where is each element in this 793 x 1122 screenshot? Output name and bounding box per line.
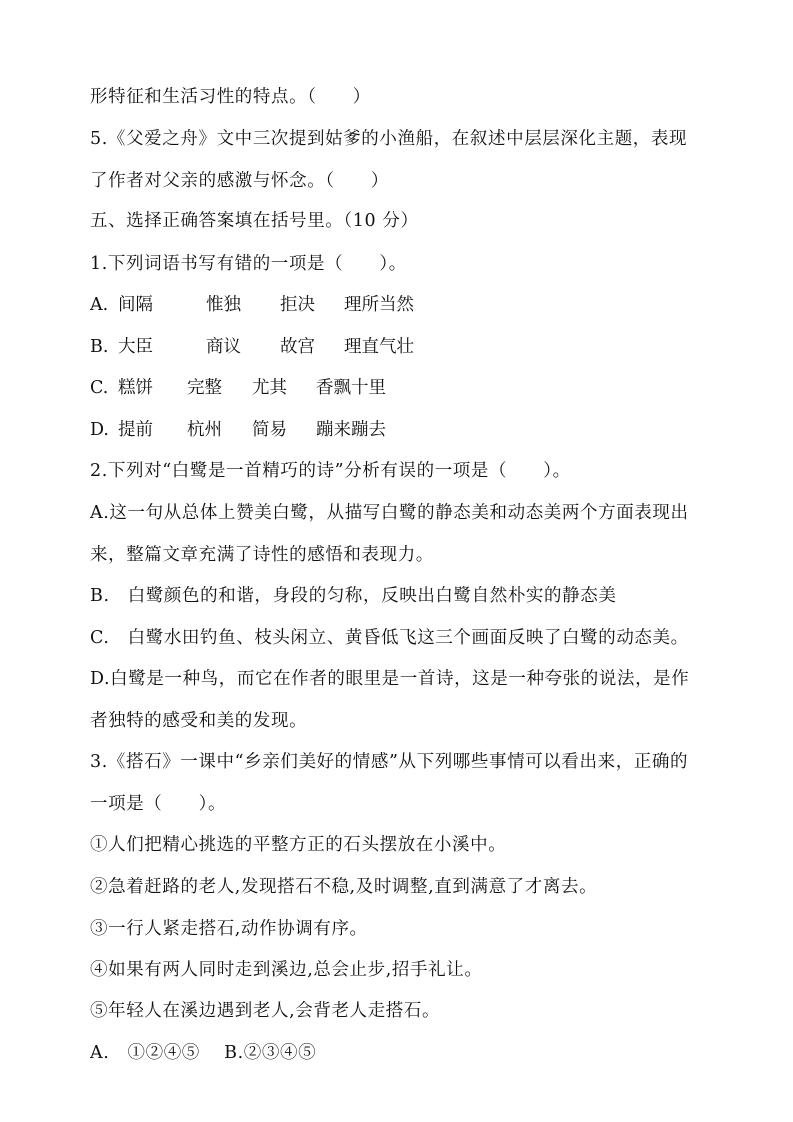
q2-option-a-line-2: 来，整篇文章充满了诗性的感悟和表现力。	[90, 545, 434, 565]
option-label: D.	[90, 420, 109, 440]
q2-option-c: C. 白鹭水田钓鱼、枝头闲立、黄昏低飞这三个画面反映了白鹭的动态美。	[90, 628, 689, 648]
option-word: 简易	[252, 420, 287, 440]
option-word: 间隔	[118, 295, 153, 315]
question-5-2-stem: 2.下列对“白鹭是一首精巧的诗”分析有误的一项是（ ）。	[90, 461, 571, 481]
option-word: 蹦来蹦去	[316, 420, 386, 440]
option-word: 故宫	[280, 337, 315, 357]
question-5-3-stem-line-2: 一项是（ ）。	[90, 794, 227, 814]
option-word: 商议	[206, 337, 241, 357]
option-label: A.	[90, 295, 109, 315]
option-word: 尤其	[252, 378, 287, 398]
option-word: 杭州	[187, 420, 222, 440]
option-word: 拒决	[280, 295, 315, 315]
option-word: 香飘十里	[316, 378, 386, 398]
q3-item-3: ③一行人紧走搭石,动作协调有序。	[90, 919, 368, 939]
question-4-5-line-1: 5.《父爱之舟》文中三次提到姑爹的小渔船，在叙述中层层深化主题，表现	[90, 129, 688, 149]
section-5-heading: 五、选择正确答案填在括号里。（10 分）	[90, 211, 419, 231]
q3-item-1: ①人们把精心挑选的平整方正的石头摆放在小溪中。	[90, 835, 507, 855]
option-word: 大臣	[118, 337, 153, 357]
q3-item-2: ②急着赶路的老人,发现搭石不稳,及时调整,直到满意了才离去。	[90, 877, 598, 897]
question-5-3-stem-line-1: 3.《搭石》一课中“乡亲们美好的情感”从下列哪些事情可以看出来，正确的	[90, 752, 689, 772]
option-word: 惟独	[206, 295, 241, 315]
option-word: 提前	[118, 420, 153, 440]
option-word: 理直气壮	[344, 337, 414, 357]
q3-answer-options: A. ①②④⑤ B.②③④⑤	[90, 1043, 317, 1063]
option-label: C.	[90, 378, 109, 398]
q2-option-d-line-2: 者独特的感受和美的发现。	[90, 711, 308, 731]
option-word: 完整	[187, 378, 222, 398]
text-line-1: 形特征和生活习性的特点。（ ）	[90, 87, 371, 107]
question-4-5-line-2: 了作者对父亲的感激与怀念。（ ）	[90, 171, 389, 191]
q3-item-5: ⑤年轻人在溪边遇到老人,会背老人走搭石。	[90, 1001, 441, 1021]
q2-option-b: B. 白鹭颜色的和谐，身段的匀称，反映出白鹭自然朴实的静态美	[90, 586, 617, 606]
option-word: 理所当然	[344, 295, 414, 315]
q3-item-4: ④如果有两人同时走到溪边,总会止步,招手礼让。	[90, 960, 483, 980]
option-word: 糕饼	[118, 378, 153, 398]
option-label: B.	[90, 337, 109, 357]
question-5-1-stem: 1.下列词语书写有错的一项是（ ）。	[90, 254, 407, 274]
q2-option-a-line-1: A.这一句从总体上赞美白鹭，从描写白鹭的静态美和动态美两个方面表现出	[90, 503, 689, 523]
q2-option-d-line-1: D.白鹭是一种鸟，而它在作者的眼里是一首诗，这是一种夸张的说法，是作	[90, 669, 690, 689]
